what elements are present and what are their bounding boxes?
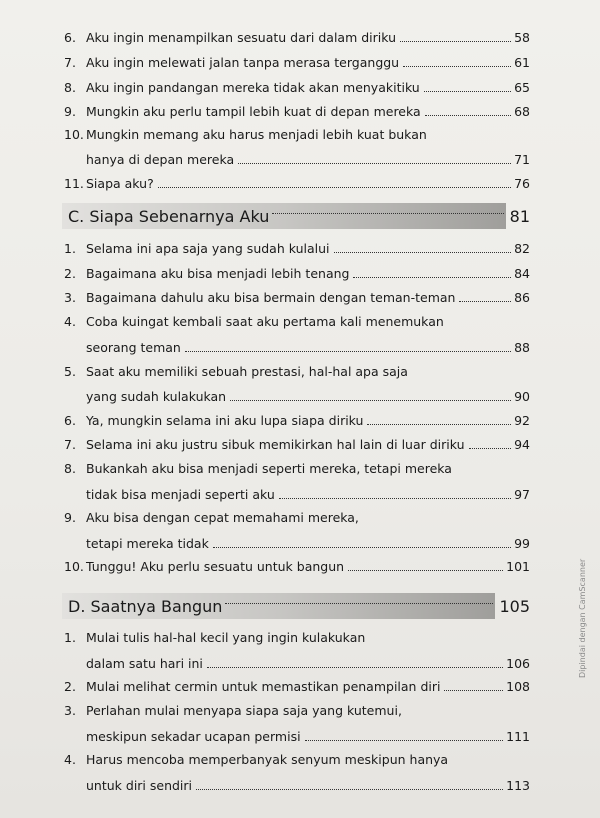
entry-title: Mulai tulis hal-hal kecil yang ingin kulakukan xyxy=(86,630,366,645)
toc-entry xyxy=(64,752,530,794)
dot-leader xyxy=(459,301,511,302)
entry-number: 5. xyxy=(64,364,76,379)
entry-title: Aku ingin melewati jalan tanpa merasa terganggu xyxy=(86,55,400,70)
toc-entry xyxy=(64,437,530,453)
section-heading-c xyxy=(62,203,530,229)
toc-entry xyxy=(64,55,530,71)
entry-page: 111 xyxy=(506,729,530,744)
entry-number: 2. xyxy=(64,266,76,281)
entry-title: Saat aku memiliki sebuah prestasi, hal-hal apa saja xyxy=(86,364,408,379)
entry-title: Perlahan mulai menyapa siapa saja yang kutemui, xyxy=(86,703,402,718)
entry-number: 10. xyxy=(64,559,84,574)
entry-page: 108 xyxy=(506,679,530,694)
dot-leader xyxy=(403,66,511,67)
entry-page: 101 xyxy=(506,559,530,574)
toc-entry xyxy=(64,127,530,168)
toc-entry xyxy=(64,314,530,356)
entry-title-cont: tetapi mereka tidak xyxy=(86,536,209,551)
section-page: 105 xyxy=(499,596,530,616)
dot-leader xyxy=(348,570,503,571)
entry-page: 106 xyxy=(506,656,530,671)
entry-page: 84 xyxy=(514,266,530,281)
section-heading-d xyxy=(62,593,530,619)
toc-entry xyxy=(64,703,530,745)
dot-leader xyxy=(225,603,493,604)
entry-page: 68 xyxy=(514,104,530,119)
entry-title: Ya, mungkin selama ini aku lupa siapa diriku xyxy=(86,413,364,428)
dot-leader xyxy=(185,351,511,352)
toc-entry xyxy=(64,241,530,257)
entry-page: 71 xyxy=(514,152,530,167)
entry-title: Aku bisa dengan cepat memahami mereka, xyxy=(86,510,359,525)
entry-number: 1. xyxy=(64,241,76,256)
scanner-watermark: Dipindai dengan CamScanner xyxy=(578,558,587,678)
entry-number: 9. xyxy=(64,104,76,119)
dot-leader xyxy=(207,667,503,668)
toc-entry xyxy=(64,290,530,306)
dot-leader xyxy=(334,252,512,253)
toc-entry xyxy=(64,559,530,575)
entry-title: Bagaimana aku bisa menjadi lebih tenang xyxy=(86,266,350,281)
entry-number: 9. xyxy=(64,510,76,525)
toc-entry xyxy=(64,30,530,46)
entry-number: 4. xyxy=(64,752,76,767)
dot-leader xyxy=(158,187,511,188)
entry-title-cont: untuk diri sendiri xyxy=(86,778,193,793)
dot-leader xyxy=(238,163,511,164)
section-title: C. Siapa Sebenarnya Aku xyxy=(68,206,270,226)
entry-title: Selama ini aku justru sibuk memikirkan hal lain di luar diriku xyxy=(86,437,465,452)
dot-leader xyxy=(367,424,511,425)
entry-title: Mulai melihat cermin untuk memastikan penampilan diri xyxy=(86,679,441,694)
entry-number: 6. xyxy=(64,30,76,45)
entry-title-cont: dalam satu hari ini xyxy=(86,656,203,671)
toc-entry xyxy=(64,364,530,405)
entry-page: 97 xyxy=(514,487,530,502)
entry-page: 99 xyxy=(514,536,530,551)
entry-number: 7. xyxy=(64,55,76,70)
dot-leader xyxy=(444,690,503,691)
toc-entry xyxy=(64,104,530,120)
entry-title: Bagaimana dahulu aku bisa bermain dengan teman-teman xyxy=(86,290,456,305)
entry-number: 6. xyxy=(64,413,76,428)
entry-title-cont: hanya di depan mereka xyxy=(86,152,235,167)
toc-entry xyxy=(64,461,530,503)
entry-title-cont: meskipun sekadar ucapan permisi xyxy=(86,729,301,744)
entry-title: Selama ini apa saja yang sudah kulalui xyxy=(86,241,330,256)
section-bar xyxy=(62,593,495,619)
entry-number: 2. xyxy=(64,679,76,694)
entry-page: 65 xyxy=(514,80,530,95)
dot-leader xyxy=(353,277,511,278)
dot-leader xyxy=(469,448,512,449)
entry-title: Bukankah aku bisa menjadi seperti mereka, tetapi mereka xyxy=(86,461,452,476)
entry-title: Aku ingin pandangan mereka tidak akan menyakitiku xyxy=(86,80,420,95)
dot-leader xyxy=(424,91,511,92)
entry-title: Aku ingin menampilkan sesuatu dari dalam diriku xyxy=(86,30,397,45)
toc-entry xyxy=(64,510,530,552)
dot-leader xyxy=(196,789,503,790)
entry-title-cont: tidak bisa menjadi seperti aku xyxy=(86,487,275,502)
entry-title-cont: seorang teman xyxy=(86,340,181,355)
entry-title: Harus mencoba memperbanyak senyum meskipun hanya xyxy=(86,752,449,767)
entry-page: 90 xyxy=(514,389,530,404)
dot-leader xyxy=(305,740,504,741)
entry-page: 86 xyxy=(514,290,530,305)
entry-page: 61 xyxy=(514,55,530,70)
entry-page: 58 xyxy=(514,30,530,45)
toc-entry xyxy=(64,630,530,672)
toc-entry xyxy=(64,413,530,429)
dot-leader xyxy=(279,498,511,499)
section-bar xyxy=(62,203,506,229)
entry-title: Mungkin memang aku harus menjadi lebih kuat bukan xyxy=(86,127,427,142)
dot-leader xyxy=(272,213,503,214)
entry-number: 10. xyxy=(64,127,84,142)
entry-page: 88 xyxy=(514,340,530,355)
entry-title: Coba kuingat kembali saat aku pertama kali menemukan xyxy=(86,314,444,329)
entry-number: 8. xyxy=(64,80,76,95)
entry-page: 94 xyxy=(514,437,530,452)
entry-number: 1. xyxy=(64,630,76,645)
entry-title: Siapa aku? xyxy=(86,176,154,191)
dot-leader xyxy=(230,400,511,401)
entry-title: Mungkin aku perlu tampil lebih kuat di depan mereka xyxy=(86,104,421,119)
entry-number: 8. xyxy=(64,461,76,476)
entry-page: 76 xyxy=(514,176,530,191)
toc-entry xyxy=(64,266,530,282)
entry-page: 92 xyxy=(514,413,530,428)
entry-number: 4. xyxy=(64,314,76,329)
entry-title-cont: yang sudah kulakukan xyxy=(86,389,227,404)
entry-page: 113 xyxy=(506,778,530,793)
entry-number: 3. xyxy=(64,290,76,305)
entry-number: 7. xyxy=(64,437,76,452)
toc-entry xyxy=(64,80,530,96)
dot-leader xyxy=(400,41,511,42)
dot-leader xyxy=(425,115,511,116)
toc-entry xyxy=(64,176,530,192)
toc-entry xyxy=(64,679,530,695)
entry-page: 82 xyxy=(514,241,530,256)
dot-leader xyxy=(213,547,511,548)
section-title: D. Saatnya Bangun xyxy=(68,596,223,616)
section-page: 81 xyxy=(509,206,530,226)
entry-number: 11. xyxy=(64,176,84,191)
entry-number: 3. xyxy=(64,703,76,718)
entry-title: Tunggu! Aku perlu sesuatu untuk bangun xyxy=(86,559,345,574)
